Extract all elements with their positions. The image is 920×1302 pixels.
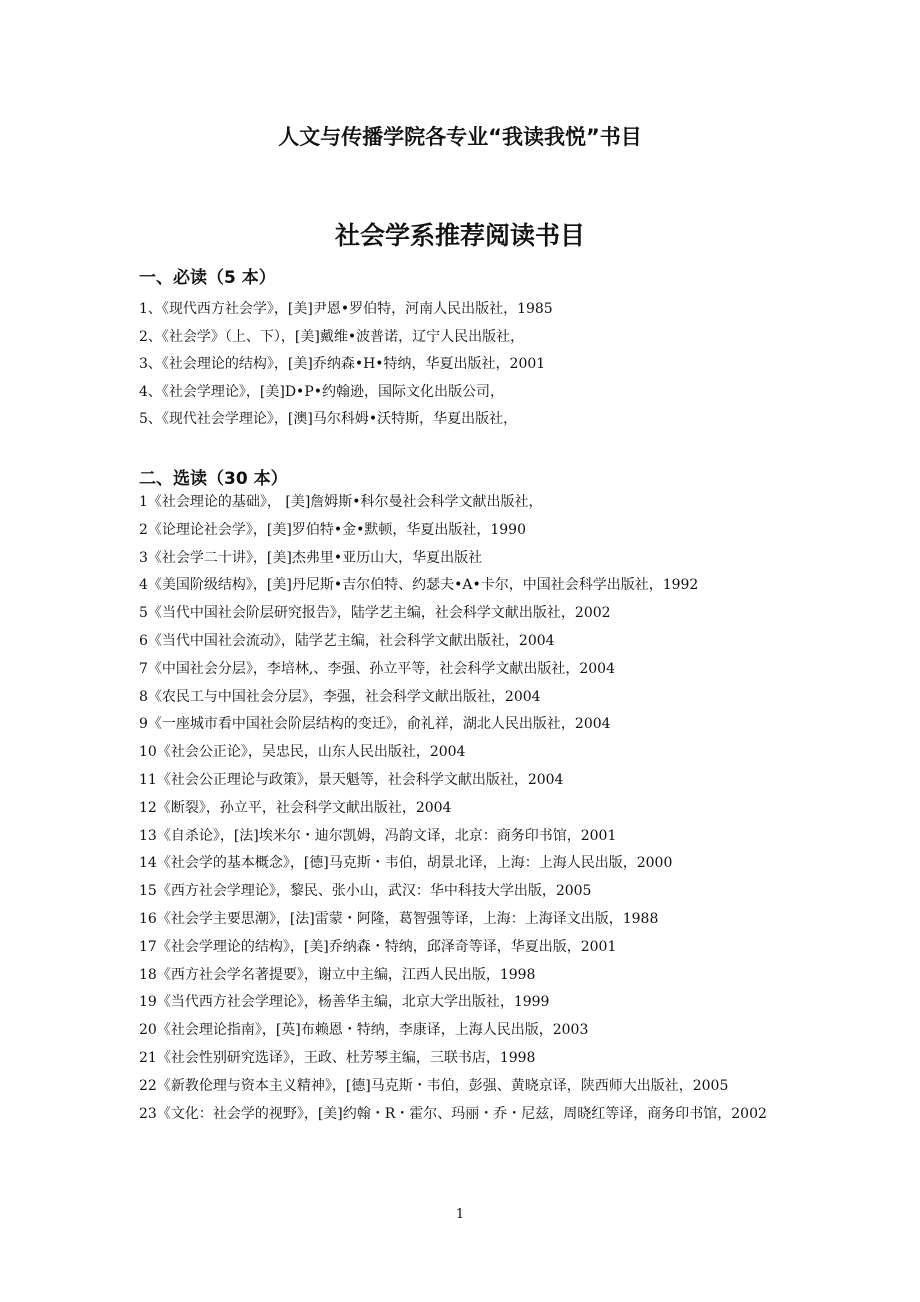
page-title: 人文与传播学院各专业“我读我悦”书目 xyxy=(278,125,642,149)
page-number: 1 xyxy=(455,1207,465,1222)
list-item: 12《断裂》，孙立平，社会科学文献出版社，2004 xyxy=(139,799,452,816)
list-item: 18《西方社会学名著提要》，谢立中主编，江西人民出版，1998 xyxy=(139,966,536,983)
list-item: 19《当代西方社会学理论》，杨善华主编，北京大学出版社，1999 xyxy=(139,994,550,1011)
required-reading-list xyxy=(139,296,787,434)
list-item: 4、《社会学理论》，[美]D•P•约翰逊，国际文化出版公司， xyxy=(139,383,504,400)
list-item: 10《社会公正论》，吴忠民，山东人民出版社，2004 xyxy=(139,744,466,761)
list-item: 6《当代中国社会流动》，陆学艺主编，社会科学文献出版社，2004 xyxy=(139,632,555,649)
list-item: 21《社会性别研究选译》，王政、杜芳琴主编，三联书店，1998 xyxy=(139,1049,536,1066)
list-item: 2《论理论社会学》，[美]罗伯特•金•默顿，华夏出版社，1990 xyxy=(139,521,526,538)
list-item: 16《社会学主要思潮》，[法]雷蒙・阿隆，葛智强等译，上海：上海译文出版，1988 xyxy=(139,910,659,927)
required-reading-heading: 一、必读（5 本） xyxy=(139,268,276,288)
list-item: 13《自杀论》，[法]埃米尔・迪尔凯姆，冯韵文译，北京：商务印书馆，2001 xyxy=(139,827,617,844)
list-item: 4《美国阶级结构》，[美]丹尼斯•吉尔伯特、约瑟夫•A•卡尔，中国社会科学出版社，1992 xyxy=(139,577,699,594)
optional-reading-list xyxy=(139,489,787,1128)
list-item: 1、《现代西方社会学》，[美]尹恩•罗伯特，河南人民出版社，1985 xyxy=(139,301,553,317)
list-item: 11《社会公正理论与政策》，景天魁等，社会科学文献出版社，2004 xyxy=(139,771,564,788)
optional-reading-heading: 二、选读（30 本） xyxy=(139,469,288,489)
list-item: 8《农民工与中国社会分层》，李强，社会科学文献出版社，2004 xyxy=(139,688,541,705)
list-item: 17《社会学理论的结构》，[美]乔纳森・特纳，邱泽奇等译，华夏出版，2001 xyxy=(139,938,617,955)
list-item: 22《新教伦理与资本主义精神》，[德]马克斯・韦伯，彭强、黄晓京译，陕西师大出版社，2005 xyxy=(139,1077,729,1094)
list-item: 2、《社会学》（上、下），[美]戴维•波普诺，辽宁人民出版社， xyxy=(139,328,525,345)
list-item: 9《一座城市看中国社会阶层结构的变迁》，俞礼祥，湖北人民出版社，2004 xyxy=(139,716,611,733)
list-item: 14《社会学的基本概念》，[德]马克斯・韦伯，胡景北译，上海：上海人民出版，2000 xyxy=(139,855,673,872)
list-item: 7《中国社会分层》，李培林,、李强、孙立平等，社会科学文献出版社，2004 xyxy=(139,660,615,677)
list-item: 5、《现代社会学理论》，[澳]马尔科姆•沃特斯，华夏出版社， xyxy=(139,411,518,427)
list-item: 1《社会理论的基础》， [美]詹姆斯•科尔曼社会科学文献出版社， xyxy=(139,494,543,510)
list-item: 23《文化：社会学的视野》，[美]约翰・R・霍尔、玛丽・乔・尼兹，周晓红等译，商务印书馆，2002 xyxy=(139,1105,767,1122)
list-item: 20《社会理论指南》，[英]布赖恩・特纳，李康译，上海人民出版，2003 xyxy=(139,1022,589,1039)
list-item: 15《西方社会学理论》，黎民、张小山，武汉：华中科技大学出版，2005 xyxy=(139,883,592,900)
list-item: 3、《社会理论的结构》，[美]乔纳森•H•特纳，华夏出版社，2001 xyxy=(139,356,546,372)
list-item: 3《社会学二十讲》，[美]杰弗里•亚历山大，华夏出版社 xyxy=(139,549,483,566)
section-title: 社会学系推荐阅读书目 xyxy=(334,221,585,250)
list-item: 5《当代中国社会阶层研究报告》，陆学艺主编，社会科学文献出版社，2002 xyxy=(139,605,611,622)
